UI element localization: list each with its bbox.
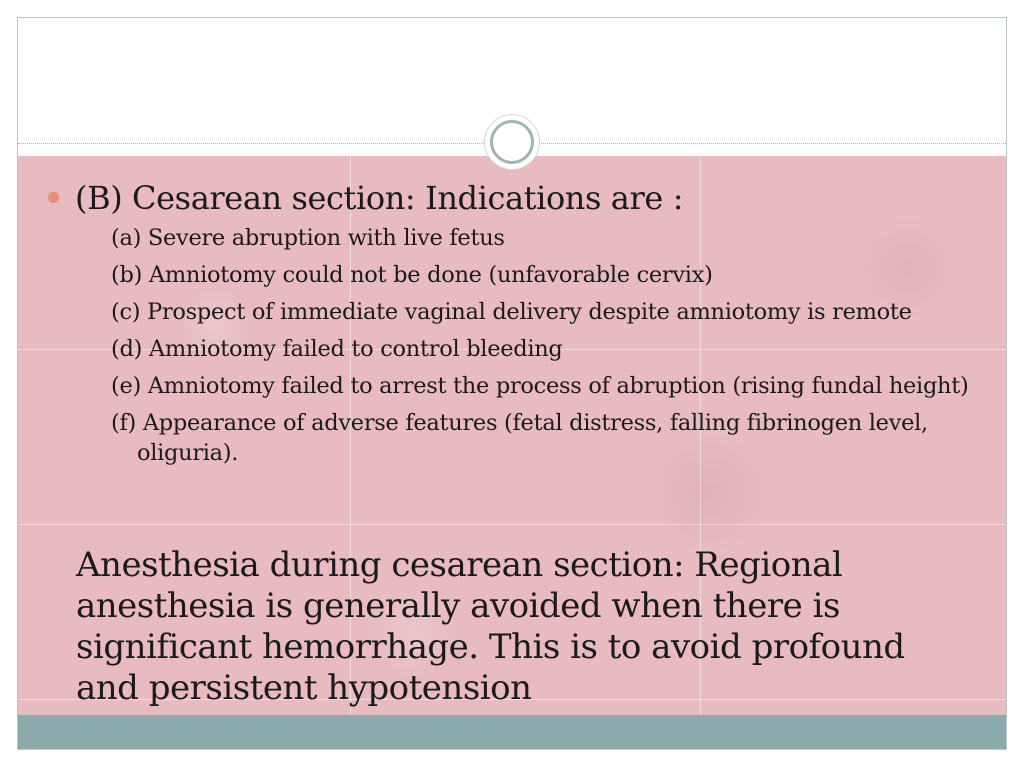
bullet-icon — [48, 192, 59, 203]
indication-item: (b) Amniotomy could not be done (unfavorable cervix) — [111, 262, 713, 288]
divider-ring-icon — [484, 114, 540, 170]
heading-row — [48, 178, 683, 218]
anesthesia-paragraph: Anesthesia during cesarean section: Regional anesthesia is generally avoided when there is significant hemorrhage. This is to avoid profound and persistent hypotension — [76, 545, 905, 708]
indication-item: (c) Prospect of immediate vaginal delivery despite amniotomy is remote — [111, 299, 912, 325]
heading-text: (B) Cesarean section: Indications are : — [75, 179, 684, 217]
indication-item: (d) Amniotomy failed to control bleeding — [111, 336, 563, 362]
ring-inner — [490, 120, 534, 164]
indication-item: (a) Severe abruption with live fetus — [111, 225, 505, 251]
indication-item: (f) Appearance of adverse features (fetal distress, falling fibrinogen level, oliguria). — [111, 410, 928, 466]
indication-item: (e) Amniotomy failed to arrest the process of abruption (rising fundal height) — [111, 373, 969, 399]
slide — [17, 17, 1007, 750]
indications-list — [111, 223, 981, 475]
